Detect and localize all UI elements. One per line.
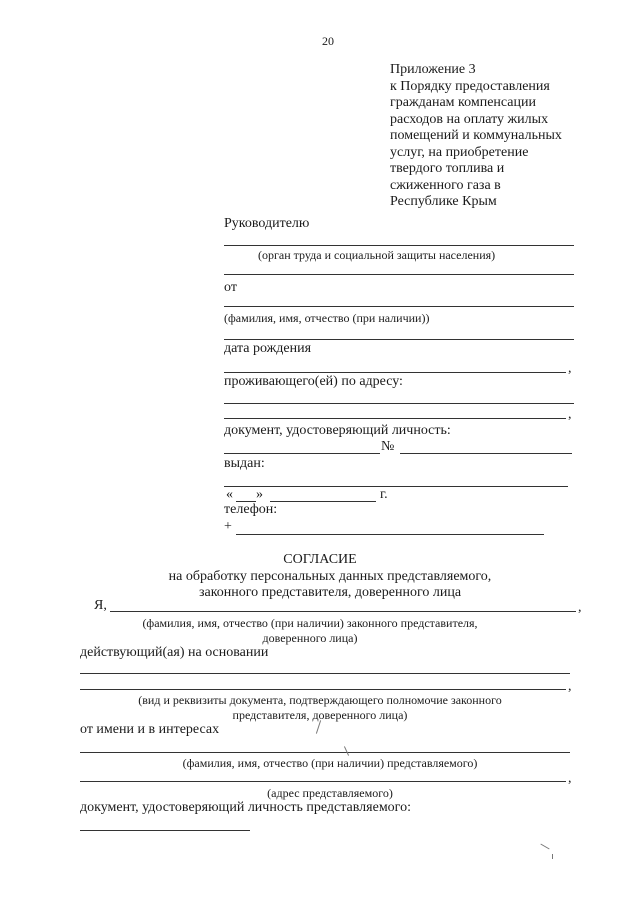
- represented-address-line[interactable]: [80, 781, 566, 782]
- number-sign: №: [381, 439, 395, 454]
- basis-doc-hint-2: представителя, доверенного лица): [232, 708, 408, 722]
- appendix-line: Республике Крым: [390, 194, 497, 209]
- appendix-line: помещений и коммунальных: [390, 128, 562, 143]
- scan-speck: [316, 720, 321, 734]
- applicant-name-line[interactable]: [224, 306, 574, 307]
- id-number-line[interactable]: [400, 453, 572, 454]
- address-line-1[interactable]: [224, 403, 574, 404]
- appendix-line: к Порядку предоставления: [390, 78, 550, 94]
- appendix-block: [390, 62, 590, 211]
- comma: ,: [568, 679, 572, 694]
- org-field-line[interactable]: [224, 245, 574, 246]
- basis-doc-line-2[interactable]: [80, 689, 566, 690]
- represented-name-hint: (фамилия, имя, отчество (при наличии) представляемого): [182, 756, 478, 770]
- scan-speck: [552, 854, 553, 859]
- date-open-quote: «: [226, 487, 233, 502]
- issued-label: выдан:: [224, 456, 265, 471]
- representative-name-hint-2: доверенного лица): [262, 631, 358, 645]
- appendix-line: услуг, на приобретение: [390, 144, 529, 160]
- addressee-label: Руководителю: [224, 216, 310, 231]
- birth-date-line[interactable]: [224, 372, 566, 373]
- org-field-line-2[interactable]: [224, 274, 574, 275]
- appendix-line: гражданам компенсации: [390, 95, 536, 110]
- consent-subtitle-1: на обработку персональных данных представляемого,: [168, 569, 492, 584]
- comma: ,: [568, 361, 572, 376]
- consent-subtitle-2: законного представителя, доверенного лица: [198, 585, 462, 600]
- basis-doc-line-1[interactable]: [80, 673, 570, 674]
- year-suffix: г.: [380, 487, 388, 502]
- from-label: от: [224, 280, 237, 295]
- address-label: проживающего(ей) по адресу:: [224, 374, 403, 389]
- appendix-line: сжиженного газа в: [390, 177, 501, 193]
- appendix-line: Приложение 3: [390, 62, 476, 77]
- consent-title: СОГЛАСИЕ: [283, 552, 357, 567]
- comma: ,: [568, 771, 572, 786]
- represented-name-line[interactable]: [80, 752, 570, 753]
- address-line-2[interactable]: [224, 418, 566, 419]
- phone-line[interactable]: [236, 534, 544, 535]
- phone-label: телефон:: [224, 502, 278, 517]
- phone-plus: +: [224, 519, 232, 534]
- i-label: Я,: [94, 598, 107, 613]
- representative-name-hint-1: (фамилия, имя, отчество (при наличии) законного представителя,: [142, 616, 478, 630]
- acting-on-basis-label: действующий(ая) на основании: [80, 645, 269, 660]
- page-number: 20: [322, 34, 334, 48]
- represented-id-doc-line[interactable]: [80, 830, 250, 831]
- appendix-line: расходов на оплату жилых: [390, 111, 549, 127]
- applicant-name-hint: (фамилия, имя, отчество (при наличии)): [224, 311, 430, 325]
- appendix-line: твердого топлива и: [390, 161, 505, 176]
- scan-speck: [344, 746, 349, 755]
- issued-by-line[interactable]: [224, 486, 568, 487]
- org-hint: (орган труда и социальной защиты населения): [258, 248, 496, 262]
- basis-doc-hint-1: (вид и реквизиты документа, подтверждающего полномочие законного: [138, 693, 502, 707]
- id-document-label: документ, удостоверяющий личность:: [224, 423, 451, 438]
- representative-name-line[interactable]: [110, 611, 576, 612]
- represented-id-doc-label: документ, удостоверяющий личность представляемого:: [80, 800, 411, 815]
- date-close-quote: »: [256, 487, 263, 502]
- month-line[interactable]: [270, 501, 376, 502]
- id-series-line[interactable]: [224, 453, 380, 454]
- birth-date-label: дата рождения: [224, 341, 312, 356]
- applicant-name-line-2[interactable]: [224, 339, 574, 340]
- comma: ,: [568, 407, 572, 422]
- scan-speck: [540, 844, 549, 850]
- represented-address-hint: (адрес представляемого): [267, 786, 393, 800]
- on-behalf-label: от имени и в интересах: [80, 722, 220, 737]
- comma: ,: [578, 600, 582, 615]
